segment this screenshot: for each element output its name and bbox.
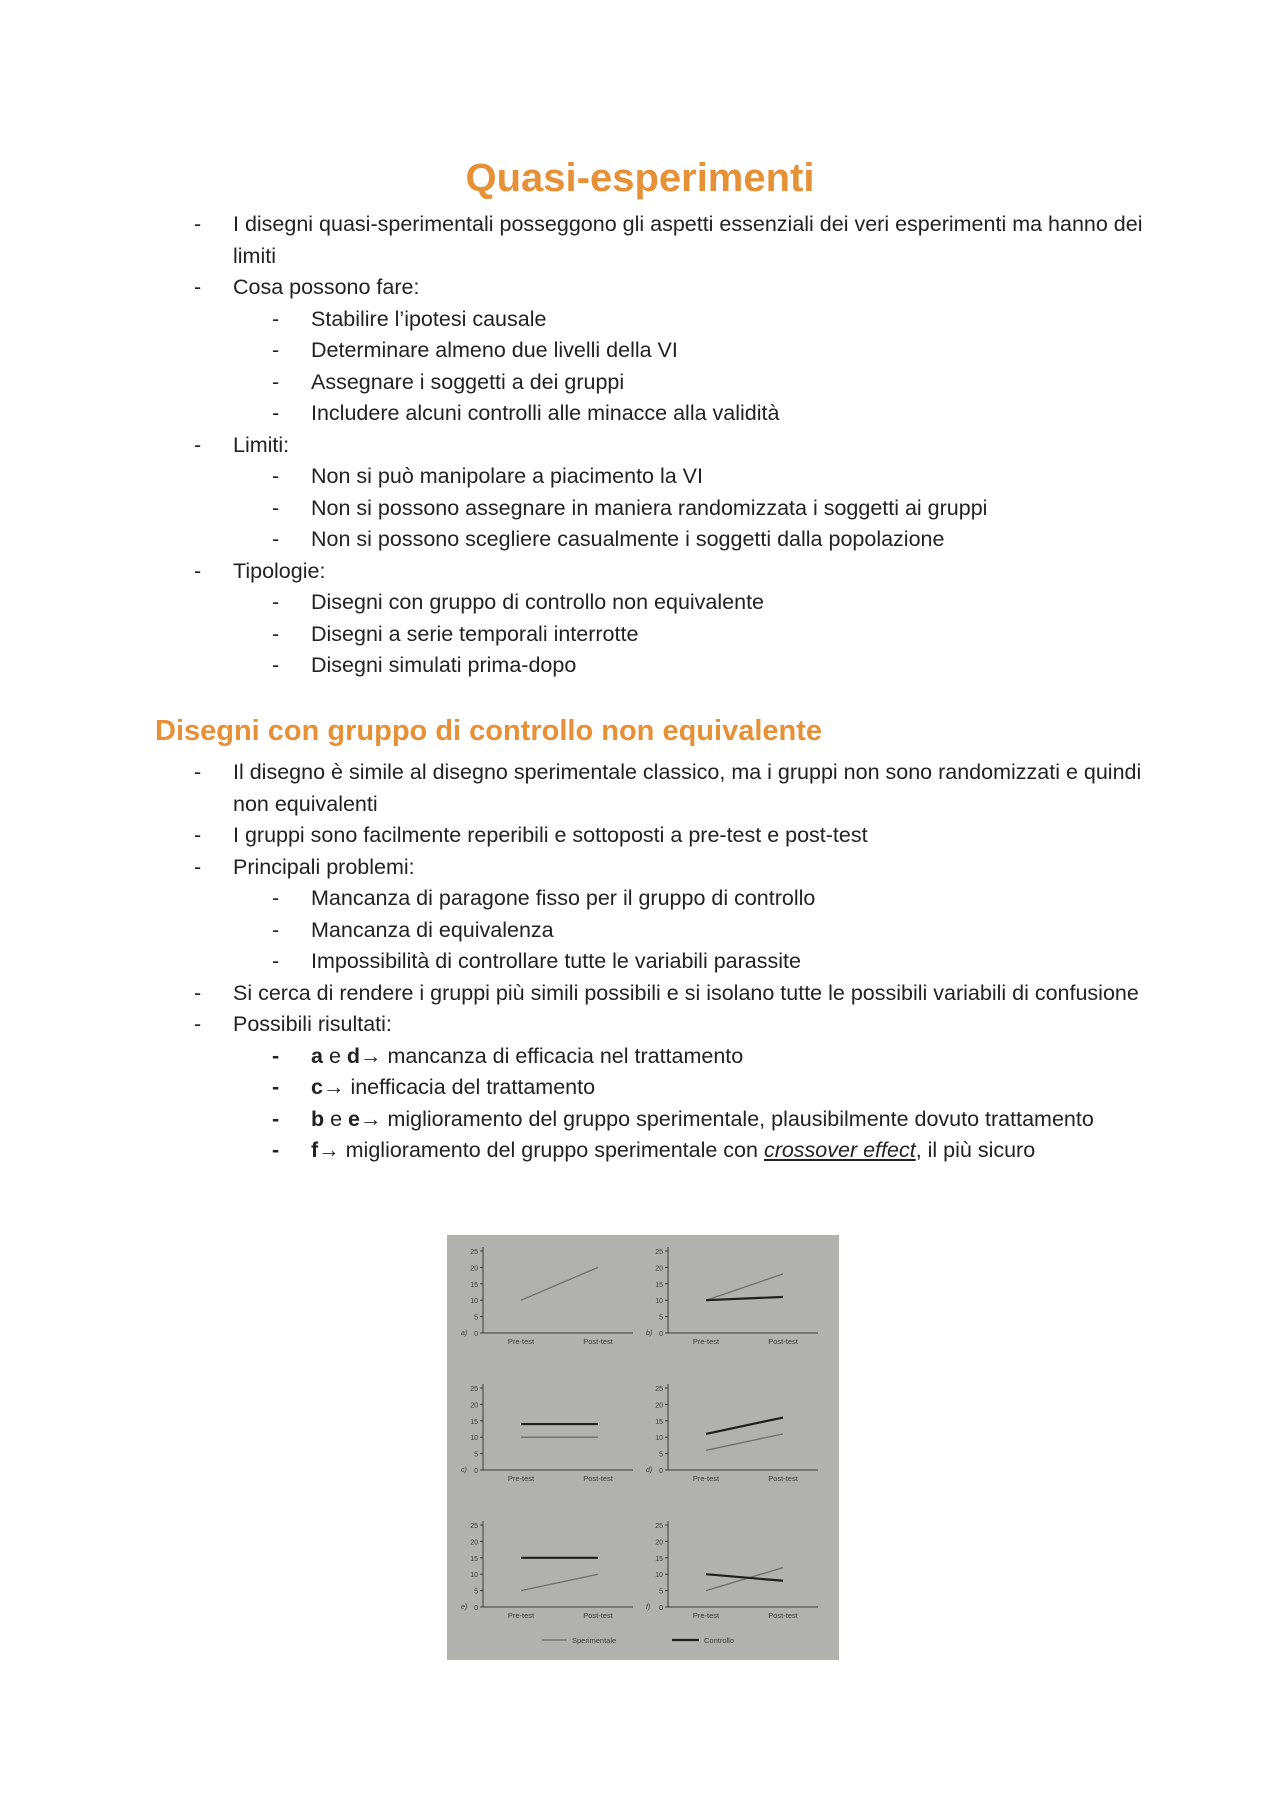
results-figure: [447, 1235, 839, 1660]
y-tick-label: 15: [470, 1281, 478, 1289]
result-item: [155, 1072, 1155, 1104]
y-tick-label: 5: [659, 1588, 663, 1596]
panel-label: e): [461, 1604, 468, 1611]
y-tick-label: 25: [470, 1386, 478, 1393]
bullet-dash: -: [272, 653, 280, 677]
list-item: [155, 367, 1155, 399]
bullet-dash: -: [272, 306, 280, 331]
result-text: , il più sicuro: [915, 1138, 1036, 1162]
section-list: [155, 757, 1155, 1167]
bullet-dash: -: [194, 558, 202, 583]
list-item-text: Limiti:: [233, 432, 290, 457]
page-title: Quasi-esperimenti: [465, 156, 815, 200]
result-letter: f: [311, 1138, 319, 1162]
series-line-controllo: [706, 1297, 783, 1300]
bullet-dash: -: [272, 369, 280, 394]
list-item: [155, 556, 1155, 588]
x-tick-label: Post-test: [583, 1337, 613, 1346]
y-tick-label: 20: [470, 1265, 478, 1273]
legend-label-sperimentale: Sperimentale: [572, 1636, 617, 1645]
y-tick-label: 20: [655, 1539, 663, 1547]
list-item: [155, 619, 1155, 651]
bullet-dash: -: [194, 1012, 202, 1036]
list-item-text: Assegnare i soggetti a dei gruppi: [311, 369, 625, 394]
result-text: → miglioramento del gruppo sperimentale con: [318, 1138, 764, 1162]
bullet-dash: -: [272, 401, 280, 425]
list-item-text: Si cerca di rendere i gruppi più simili possibili e si isolano tutte le possibili variabili di confusione: [233, 980, 1139, 1005]
result-conjunction: e: [322, 1043, 347, 1068]
bullet-dash: -: [272, 1138, 280, 1162]
legend-label-controllo: Controllo: [704, 1636, 735, 1645]
section-heading: Disegni con gruppo di controllo non equivalente: [155, 715, 823, 747]
series-line-sperimentale: [706, 1434, 783, 1450]
bullet-dash: -: [272, 495, 280, 520]
list-item-text: Determinare almeno due livelli della VI: [311, 338, 678, 362]
y-tick-label: 25: [470, 1249, 478, 1256]
result-letter: e: [348, 1106, 361, 1131]
list-item: [155, 978, 1155, 1010]
result-item: [155, 1135, 1155, 1167]
y-tick-label: 0: [659, 1605, 663, 1612]
list-item: [155, 335, 1155, 367]
list-item-text: Non si possono scegliere casualmente i soggetti dalla popolazione: [311, 527, 945, 551]
bullet-dash: -: [272, 621, 280, 646]
list-item-text: Includere alcuni controlli alle minacce alla validità: [311, 401, 780, 425]
y-tick-label: 15: [655, 1281, 663, 1289]
y-tick-label: 15: [470, 1555, 478, 1563]
x-tick-label: Pre-test: [507, 1611, 535, 1620]
y-tick-label: 20: [655, 1265, 663, 1273]
y-tick-label: 5: [659, 1451, 663, 1459]
x-tick-label: Post-test: [768, 1474, 798, 1483]
y-tick-label: 10: [655, 1298, 663, 1306]
y-tick-label: 15: [655, 1555, 663, 1563]
panel-label: b): [646, 1330, 653, 1337]
bullet-dash: -: [272, 886, 280, 910]
result-letter: a: [311, 1043, 323, 1068]
result-letter: b: [311, 1106, 325, 1131]
list-item: [155, 946, 1155, 978]
list-item: [155, 398, 1155, 430]
y-tick-label: 5: [474, 1314, 478, 1322]
crossover-effect-term: crossover effect: [763, 1138, 916, 1162]
result-item: [155, 1041, 1155, 1073]
list-item: [155, 757, 1155, 820]
x-tick-label: Post-test: [583, 1611, 613, 1620]
list-item: [155, 1009, 1155, 1041]
result-item: [155, 1104, 1155, 1136]
panel-label: c): [461, 1467, 467, 1474]
result-text: → mancanza di efficacia nel trattamento: [360, 1043, 744, 1068]
list-item-text: Disegni con gruppo di controllo non equivalente: [311, 590, 765, 614]
list-item-text: Principali problemi:: [233, 854, 415, 879]
result-text: → inefficacia del trattamento: [322, 1075, 596, 1099]
bullet-dash: -: [272, 338, 280, 362]
list-item: [155, 915, 1155, 947]
y-tick-label: 20: [470, 1402, 478, 1410]
panel-label: f): [646, 1604, 651, 1611]
x-tick-label: Pre-test: [507, 1337, 535, 1346]
list-item-text: Disegni simulati prima-dopo: [311, 653, 577, 677]
x-tick-label: Pre-test: [692, 1337, 720, 1346]
y-tick-label: 10: [470, 1298, 478, 1306]
list-item: [155, 493, 1155, 525]
y-tick-label: 25: [470, 1523, 478, 1530]
y-tick-label: 20: [470, 1539, 478, 1547]
bullet-dash: -: [272, 949, 280, 973]
list-item-text: Mancanza di equivalenza: [311, 917, 554, 942]
panel-label: a): [461, 1330, 468, 1337]
x-tick-label: Pre-test: [692, 1474, 720, 1483]
bullet-dash: -: [194, 275, 202, 299]
x-tick-label: Post-test: [768, 1337, 798, 1346]
list-item-text: Disegni a serie temporali interrotte: [311, 621, 639, 646]
result-conjunction: e: [324, 1106, 349, 1131]
list-item-text: Il disegno è simile al disegno sperimentale classico, ma i gruppi non sono randomizzati e quindi non equivalenti: [233, 760, 1142, 816]
x-tick-label: Pre-test: [692, 1611, 720, 1620]
results-chart: [447, 1235, 839, 1660]
series-line-controllo: [706, 1418, 783, 1434]
y-tick-label: 10: [470, 1435, 478, 1443]
y-tick-label: 0: [474, 1331, 478, 1338]
series-line-sperimentale: [521, 1267, 598, 1300]
y-tick-label: 0: [474, 1605, 478, 1612]
list-item: [155, 272, 1155, 304]
y-tick-label: 25: [655, 1523, 663, 1530]
bullet-dash: -: [194, 823, 202, 847]
list-item: [155, 209, 1155, 272]
y-tick-label: 10: [655, 1572, 663, 1580]
list-item-text: Mancanza di paragone fisso per il gruppo di controllo: [311, 886, 816, 910]
list-item-text: Non si possono assegnare in maniera randomizzata i soggetti ai gruppi: [311, 495, 988, 520]
y-tick-label: 5: [474, 1588, 478, 1596]
series-line-sperimentale: [521, 1574, 598, 1590]
y-tick-label: 5: [474, 1451, 478, 1459]
list-item-text: Cosa possono fare:: [233, 275, 420, 299]
y-tick-label: 10: [655, 1435, 663, 1443]
bullet-dash: -: [272, 1043, 280, 1068]
series-line-sperimentale: [706, 1274, 783, 1300]
list-item-text: I gruppi sono facilmente reperibili e sottoposti a pre-test e post-test: [233, 823, 868, 847]
panel-label: d): [646, 1467, 653, 1474]
y-tick-label: 15: [470, 1418, 478, 1426]
bullet-dash: -: [194, 980, 202, 1005]
result-text: → miglioramento del gruppo sperimentale, plausibilmente dovuto trattamento: [360, 1106, 1094, 1131]
list-item: [155, 430, 1155, 462]
y-tick-label: 15: [655, 1418, 663, 1426]
bullet-dash: -: [194, 760, 202, 784]
bullet-dash: -: [272, 590, 280, 614]
list-item: [155, 650, 1155, 682]
list-item-text: Possibili risultati:: [233, 1012, 392, 1036]
list-item: [155, 820, 1155, 852]
y-tick-label: 25: [655, 1386, 663, 1393]
list-item: [155, 852, 1155, 884]
bullet-dash: -: [194, 854, 202, 879]
list-item: [155, 524, 1155, 556]
bullet-dash: -: [272, 1106, 280, 1131]
y-tick-label: 25: [655, 1249, 663, 1256]
list-item: [155, 883, 1155, 915]
y-tick-label: 5: [659, 1314, 663, 1322]
list-item-text: I disegni quasi-sperimentali posseggono gli aspetti essenziali dei veri esperimenti ma hanno dei limiti: [233, 212, 1143, 268]
list-item: [155, 461, 1155, 493]
y-tick-label: 20: [655, 1402, 663, 1410]
bullet-dash: -: [194, 432, 202, 457]
y-tick-label: 0: [659, 1331, 663, 1338]
bullet-dash: -: [272, 917, 280, 942]
y-tick-label: 10: [470, 1572, 478, 1580]
list-item: [155, 304, 1155, 336]
result-letter: c: [311, 1075, 323, 1099]
list-item-text: Impossibilità di controllare tutte le variabili parassite: [311, 949, 801, 973]
intro-list: [155, 209, 1155, 682]
x-tick-label: Post-test: [768, 1611, 798, 1620]
list-item-text: Tipologie:: [233, 558, 326, 583]
y-tick-label: 0: [474, 1468, 478, 1475]
result-letter: d: [346, 1043, 361, 1068]
bullet-dash: -: [194, 212, 202, 236]
x-tick-label: Pre-test: [507, 1474, 535, 1483]
bullet-dash: -: [272, 527, 280, 551]
list-item-text: Stabilire l’ipotesi causale: [311, 306, 547, 331]
x-tick-label: Post-test: [583, 1474, 613, 1483]
bullet-dash: -: [272, 1075, 280, 1099]
list-item: [155, 587, 1155, 619]
bullet-dash: -: [272, 464, 280, 488]
y-tick-label: 0: [659, 1468, 663, 1475]
list-item-text: Non si può manipolare a piacimento la VI: [311, 464, 703, 488]
